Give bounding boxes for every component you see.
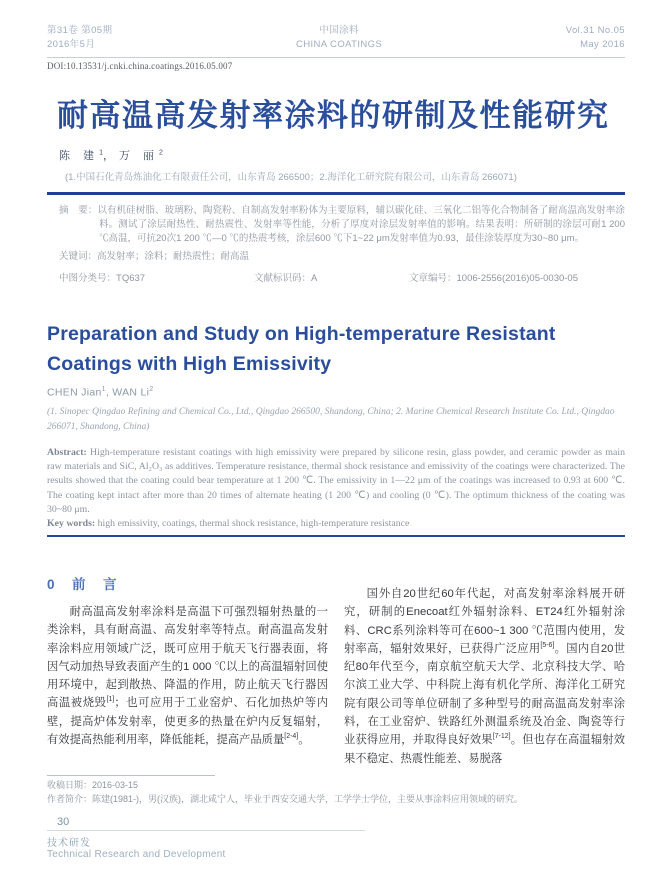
author-1-en: CHEN Jian (47, 386, 102, 399)
abstract-cn-label: 摘 要： (59, 204, 98, 216)
header-divider (47, 57, 625, 58)
affiliation-cn: (1.中国石化青岛炼油化工有限责任公司，山东青岛 266500；2.海洋化工研究院有限公司，山东青岛 266071) (65, 171, 517, 183)
author-2-en-affmark: 2 (149, 385, 154, 393)
article-title-en-line1: Preparation and Study on High-temperature Resistant (47, 323, 556, 346)
article-id (409, 270, 578, 284)
abstract-block-divider (47, 535, 625, 537)
date-cn: 2016年5月 (47, 39, 96, 51)
journal-name (296, 24, 382, 53)
author-bio-label: 作者简介： (47, 793, 93, 804)
abstract-en (47, 446, 625, 517)
author-1-affmark: 1 (99, 149, 103, 157)
keywords-cn-text: 高发射率；涂料；耐热震性；耐高温 (97, 251, 250, 263)
abstract-cn (59, 204, 625, 247)
received-date-line (47, 779, 625, 793)
author-separator: ， (102, 149, 119, 162)
footer-divider (47, 830, 365, 831)
date-en: May 2016 (580, 39, 625, 51)
article-id-label: 文章编号： (409, 273, 457, 285)
journal-name-en: CHINA COATINGS (295, 39, 383, 51)
keywords-cn-label: 关键词： (59, 251, 98, 263)
right-column (344, 573, 625, 768)
intro-right-text-3: 。但也存在高温辐射效果不稳定、热震性能差、易脱落 (344, 734, 625, 765)
citation-2: [2-4] (284, 733, 299, 741)
journal-name-cn: 中国涂料 (319, 25, 359, 36)
author-separator-en: , (105, 386, 113, 399)
article-title-cn: 耐高温高发射率涂料的研制及性能研究 (57, 97, 610, 133)
clc-label: 中图分类号： (59, 273, 117, 285)
document-code (254, 270, 409, 284)
received-date-label: 收稿日期： (47, 779, 93, 790)
section-0-heading: 0 前 言 (47, 576, 119, 592)
author-bio-text: 陈建(1981-)，男(汉族)，湖北咸宁人，毕业于西安交通大学，工学学士学位，主要从事涂料应用领域的研究。 (92, 793, 524, 804)
intro-paragraph-right (344, 573, 625, 768)
received-date-value: 2016-03-15 (92, 779, 139, 790)
first-page-footnote (47, 775, 625, 807)
affiliation-en: (1. Sinopec Qingdao Refining and Chemical Co., Ltd., Qingdao 266500, Shandong, China; 2. Marine Chemical Research Institute Co. Ltd., Qingdao 266071, Shandong, China) (47, 407, 615, 432)
footnote-divider (47, 775, 215, 776)
abstract-cn-text: 以有机硅树脂、玻璃粉、陶瓷粉、自制高发射率粉体为主要原料，辅以碳化硅、三氧化二铝等化合物制备了耐高温高发射率涂料。测试了涂层耐热性、耐热震性、发射率等性能，分析了厚度对涂层发射率值的影响。结果表明：所研制的涂层可耐1 200 ℃高温，可抗20次1 200 ℃—0 ℃的热震考核，涂层600 ℃下1~22 μm发射率值为0.93，最佳涂装厚度为30~80 μm。 (97, 204, 625, 245)
intro-left-text-2: ；也可应用于工业窑炉、石化加热炉等内壁，提高炉体发射率，使更多的热量在炉内反复辐射，有效提高热能利用率，降低能耗，提高产品质量 (47, 697, 328, 747)
doc-code-label: 文献标识码： (254, 273, 312, 285)
article-title-en (47, 320, 625, 379)
intro-right-text-1: 国外自20世纪60年代起，对高发射率涂料展开研究，研制的Enecoat红外辐射涂料、ET24红外辐射涂料、CRC系列涂料等可在600~1 300 ℃范围内使用，发射率高，辐射效果好，已获得广泛应用 (344, 587, 625, 655)
body-columns (47, 573, 625, 768)
author-2-cn: 万 丽 (118, 149, 160, 162)
author-2-en: WAN Li (112, 386, 150, 399)
authors-en (47, 386, 625, 399)
citation-1: [1] (106, 696, 115, 704)
header-issue-cn (47, 24, 112, 53)
page-footer (47, 816, 625, 860)
doi-line: DOI:10.13531/j.cnki.china.coatings.2016.05.007 (47, 60, 233, 71)
keywords-en (47, 518, 625, 529)
classification-row (59, 270, 625, 284)
authors-cn (59, 147, 625, 163)
author-1-cn: 陈 建 (59, 149, 100, 162)
page-number: 30 (57, 815, 70, 828)
title-block-divider (47, 192, 625, 195)
clc-value: TQ637 (116, 273, 146, 285)
article-id-value: 1006-2556(2016)05-0030-05 (456, 273, 579, 285)
intro-left-text-1: 耐高温高发射率涂料是高温下可强烈辐射热量的一类涂料，具有耐高温、高发射率等特点。耐高温高发射率涂料应用领域广泛，既可应用于航天飞行器表面，将因气动加热导致表面产生的1 000 ℃以上的高温辐射回使用环境中，起到散热、降温的作用，防止航天飞行器因高温被烧毁 (47, 605, 328, 710)
author-bio-line (47, 793, 625, 807)
article-title-en-line2: Coatings with High Emissivity (47, 352, 332, 375)
journal-header (47, 24, 625, 53)
keywords-en-text: high emissivity, coatings, thermal shock resistance, high-temperature resistance (97, 517, 410, 529)
clc-number (59, 270, 254, 284)
intro-right-text-2: 。国内自20世纪80年代至今，南京航空航天大学、北京科技大学、哈尔滨工业大学、中科院上海有机化学所、海洋化工研究院有限公司等单位研制了多种型号的耐高温高发射率涂料，在工业窑炉、铁路红外测温系统及冶金、陶瓷等行业获得应用，并取得良好效果 (344, 642, 625, 747)
abstract-en-text: High-temperature resistant coatings with high emissivity were prepared by silicone resin, glass powder, and ceramic powder as main raw materials and SiC, Al₂O₃ as additives. Temperature resistance, thermal shock resistance and emissivity of the coatings were characterized. The results showed that the coating could bear temperature at 1 200 ℃. The emissivity in 1—22 μm of the coatings was increased to 0.93 at 600 ℃. The coating kept intact after more than 20 times of alternate heating (1 200 ℃) and cooling (0 ℃). The optimum thickness of the coating was 30~80 μm. (47, 446, 625, 515)
keywords-cn (59, 248, 625, 262)
column-name-cn: 技术研发 (47, 837, 91, 849)
abstract-en-label: Abstract: (47, 446, 87, 458)
intro-left-text-3: 。 (298, 734, 310, 747)
keywords-en-label: Key words: (47, 517, 96, 529)
column-name-en: Technical Research and Development (47, 848, 226, 860)
author-2-affmark: 2 (159, 149, 163, 157)
author-1-en-affmark: 1 (101, 385, 106, 393)
citation-3: [5-6] (540, 642, 555, 650)
left-column (47, 573, 328, 768)
header-issue-en (566, 24, 625, 53)
volume-issue-cn: 第31卷 第05期 (47, 25, 113, 36)
doc-code-value: A (311, 273, 318, 285)
intro-paragraph-left (47, 603, 328, 749)
citation-4: [7-12] (492, 733, 511, 741)
volume-issue-en: Vol.31 No.05 (565, 25, 625, 36)
